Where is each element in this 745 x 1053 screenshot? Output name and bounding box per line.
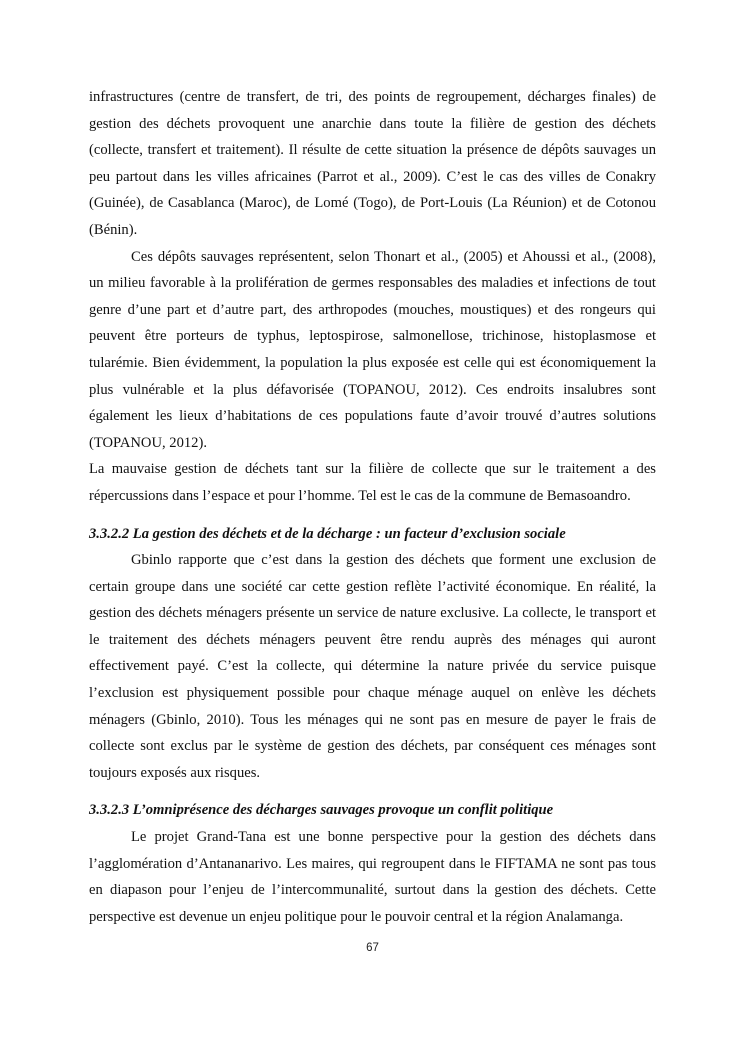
paragraph-wild-dumps: Ces dépôts sauvages représentent, selon Thonart et al., (2005) et Ahoussi et al., (2008), un milieu favorable à la prolifération de germes responsables des maladies et infections de tout genre d’une part et d’autre part, des arthropodes (mouches, moustiques) et des rongeurs qui peuvent être porteurs de typhus, leptospirose, salmonellose, trichinose, histoplasmose et tularémie. Bien évidemment, la population la plus exposée est celle qui est économiquement la plus vulnérable et la plus défavorisée (TOPANOU, 2012). Ces endroits insalubres sont également les lieux d’habitations de ces populations faute d’avoir trouvé d’autres solutions (TOPANOU, 2012). [89,248,656,451]
section-heading-conflict: 3.3.2.3 L’omniprésence des décharges sauvages provoque un conflit politique [89,802,554,819]
paragraph-grand-tana: Le projet Grand-Tana est une bonne perspective pour la gestion des déchets dans l’agglomération d’Antananarivo. Les maires, qui regroupent dans le FIFTAMA ne sont pas tous en diapason pour l’enjeu de l’intercommunalité, surtout dans la gestion des déchets. Cette perspective est devenue un enjeu politique pour le pouvoir central et la région Analamanga. [89,829,656,925]
page-number: 67 [366,942,379,954]
paragraph-continuation: infrastructures (centre de transfert, de tri, des points de regroupement, décharges finales) de gestion des déchets provoquent une anarchie dans toute la filière de gestion des déchets (collecte, transfert et traitement). Il résulte de cette situation la présence de dépôts sauvages un peu partout dans les villes africaines (Parrot et al., 2009). C’est le cas des villes de Conakry (Guinée), de Casablanca (Maroc), de Lomé (Togo), de Port-Louis (La Réunion) et de Cotonou (Bénin). [89,89,656,238]
paragraph-bemasoandro: La mauvaise gestion de déchets tant sur la filière de collecte que sur le traitement a des répercussions dans l’espace et pour l’homme. Tel est le cas de la commune de Bemasoandro. [89,461,656,504]
section-heading-exclusion: 3.3.2.2 La gestion des déchets et de la décharge : un facteur d’exclusion sociale [89,525,566,542]
paragraph-exclusion: Gbinlo rapporte que c’est dans la gestion des déchets que forment une exclusion de certain groupe dans une société car cette gestion reflète l’activité économique. En réalité, la gestion des déchets ménagers présente un service de nature exclusive. La collecte, le transport et le traitement des déchets ménagers peuvent être rendu auprès des ménages qui auront effectivement payé. C’est la collecte, qui détermine la nature privée du service puisque l’exclusion est physiquement possible pour chaque ménage auquel on enlève les déchets ménagers (Gbinlo, 2010). Tous les ménages qui ne sont pas en mesure de payer le frais de collecte sont exclus par le système de gestion des déchets, par conséquent ces ménages sont toujours exposés aux risques. [89,552,656,781]
document-page [89,84,656,930]
